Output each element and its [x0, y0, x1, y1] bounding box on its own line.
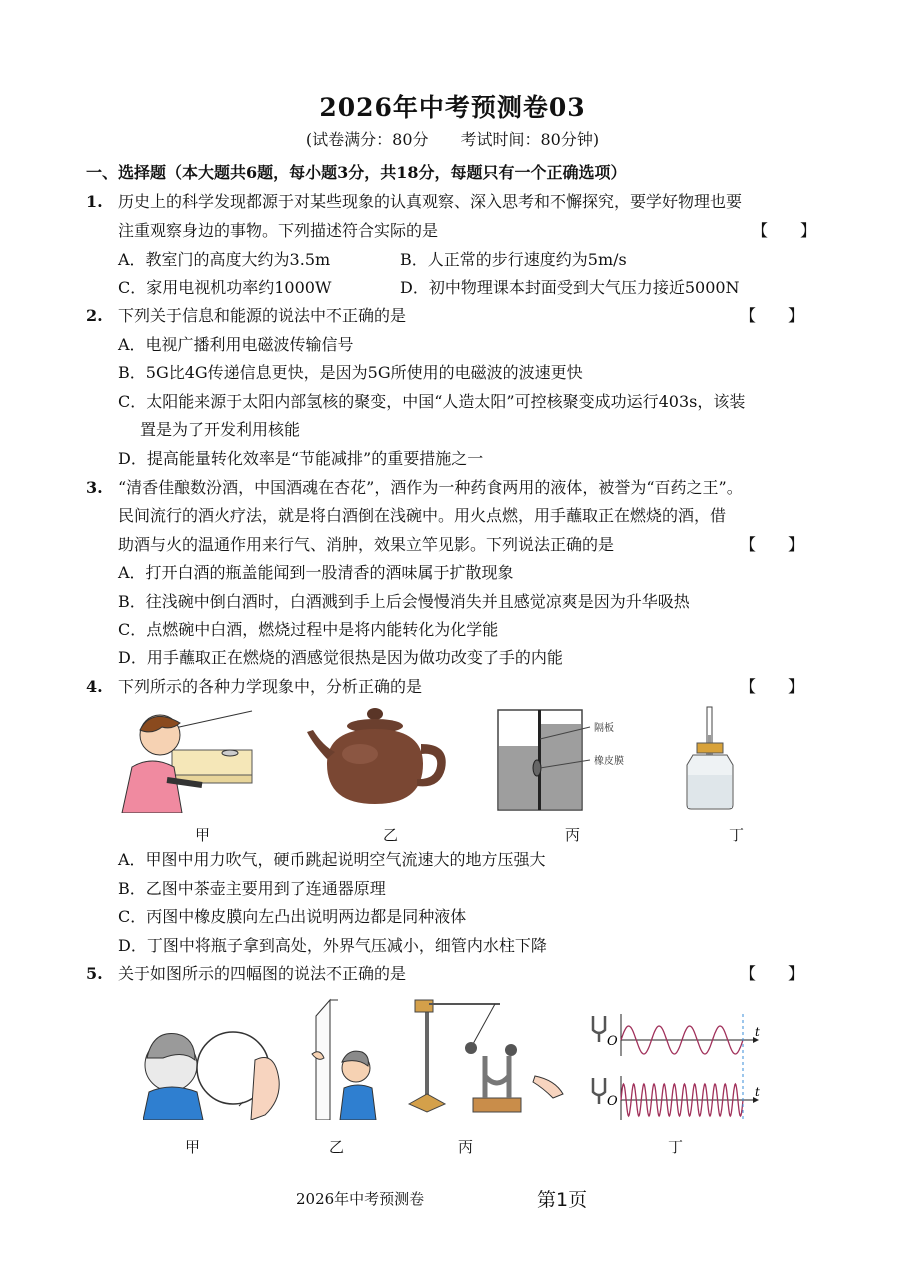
figure-label: 甲 — [185, 1138, 201, 1156]
question-number: 4. — [86, 677, 103, 696]
option-d: D．初中物理课本封面受到大气压力接近5000N — [400, 278, 740, 297]
question-number: 2. — [86, 306, 103, 325]
question-number: 3. — [86, 478, 103, 497]
label-rubber-membrane: 橡皮膜 — [594, 756, 624, 767]
figure-sound-waveforms — [585, 1012, 765, 1122]
question-stem: 历史上的科学发现都源于对某些现象的认真观察、深入思考和不懈探究，要学好物理也要 — [118, 192, 743, 211]
option-c: C．家用电视机功率约1000W — [118, 278, 332, 297]
figure-label: 丁 — [729, 826, 745, 844]
page-title: 2026年中考预测卷03 — [319, 93, 586, 122]
option-a: A．打开白酒的瓶盖能闻到一股清香的酒味属于扩散现象 — [118, 563, 514, 582]
option-a: A．甲图中用力吹气，硬币跳起说明空气流速大的地方压强大 — [118, 850, 546, 869]
figure-teapot — [305, 704, 450, 808]
answer-bracket[interactable]: 【 】 — [752, 221, 817, 240]
option-c-continued: 置是为了开发利用核能 — [140, 420, 301, 439]
figure-wall-knocking — [304, 996, 384, 1120]
label-partition: 隔板 — [594, 723, 614, 734]
question-stem: 民间流行的酒火疗法，就是将白酒倒在浅碗中。用火点燃，用手蘸取正在燃烧的酒，借 — [118, 506, 727, 525]
option-b: B．5G比4G传递信息更快，是因为5G所使用的电磁波的波速更快 — [118, 363, 583, 382]
option-b: B．人正常的步行速度约为5m/s — [400, 250, 627, 269]
figure-label: 丙 — [565, 826, 581, 844]
figure-label: 乙 — [383, 826, 399, 844]
section-heading: 一、选择题（本大题共6题，每小题3分，共18分，每题只有一个正确选项） — [86, 163, 627, 182]
question-number: 5. — [86, 964, 103, 983]
question-stem: 注重观察身边的事物。下列描述符合实际的是 — [118, 221, 439, 240]
question-stem: 下列所示的各种力学现象中，分析正确的是 — [118, 677, 423, 696]
figure-partition-container — [492, 704, 642, 814]
answer-bracket[interactable]: 【 】 — [740, 535, 805, 554]
wave-origin-label: O — [607, 1034, 618, 1049]
figure-label: 丙 — [458, 1138, 474, 1156]
figure-label: 甲 — [195, 826, 211, 844]
option-a: A．教室门的高度大约为3.5m — [118, 250, 331, 269]
option-d: D．提高能量转化效率是“节能减排”的重要措施之一 — [118, 449, 484, 468]
figure-bottle-barometer — [675, 705, 745, 810]
question-stem: “清香佳酿数汾酒，中国酒魂在杏花”，酒作为一种药食两用的液体，被誉为“百药之王”。 — [118, 478, 743, 497]
option-c: C．太阳能来源于太阳内部氢核的聚变，中国“人造太阳”可控核聚变成功运行403s，该装 — [118, 392, 746, 411]
wave-origin-label: O — [607, 1094, 618, 1109]
option-c: C．丙图中橡皮膜向左凸出说明两边都是同种液体 — [118, 907, 467, 926]
option-b: B．乙图中茶壶主要用到了连通器原理 — [118, 879, 386, 898]
figure-label: 丁 — [668, 1138, 684, 1156]
option-d: D．用手蘸取正在燃烧的酒感觉很热是因为做功改变了手的内能 — [118, 648, 563, 667]
figure-tuning-fork-ball — [405, 994, 570, 1120]
option-c: C．点燃碗中白酒，燃烧过程中是将内能转化为化学能 — [118, 620, 499, 639]
question-stem: 助酒与火的温通作用来行气、消肿，效果立竿见影。下列说法正确的是 — [118, 535, 615, 554]
page-number: 第1页 — [537, 1189, 588, 1211]
answer-bracket[interactable]: 【 】 — [740, 677, 805, 696]
figure-balloon-listening — [143, 1020, 288, 1120]
wave-time-label: t — [755, 1025, 760, 1039]
option-b: B．往浅碗中倒白酒时，白酒溅到手上后会慢慢消失并且感觉凉爽是因为升华吸热 — [118, 592, 690, 611]
answer-bracket[interactable]: 【 】 — [740, 306, 805, 325]
question-number: 1. — [86, 192, 103, 211]
figure-label: 乙 — [329, 1138, 345, 1156]
question-stem: 下列关于信息和能源的说法中不正确的是 — [118, 306, 407, 325]
question-stem: 关于如图所示的四幅图的说法不正确的是 — [118, 964, 407, 983]
footer-text: 2026年中考预测卷 — [296, 1190, 425, 1208]
option-a: A．电视广播利用电磁波传输信号 — [118, 335, 354, 354]
exam-info: (试卷满分：80分 考试时间：80分钟) — [305, 130, 600, 149]
answer-bracket[interactable]: 【 】 — [740, 964, 805, 983]
wave-time-label: t — [755, 1085, 760, 1099]
option-d: D．丁图中将瓶子拿到高处，外界气压减小，细管内水柱下降 — [118, 936, 547, 955]
figure-blow-coin — [112, 705, 257, 813]
